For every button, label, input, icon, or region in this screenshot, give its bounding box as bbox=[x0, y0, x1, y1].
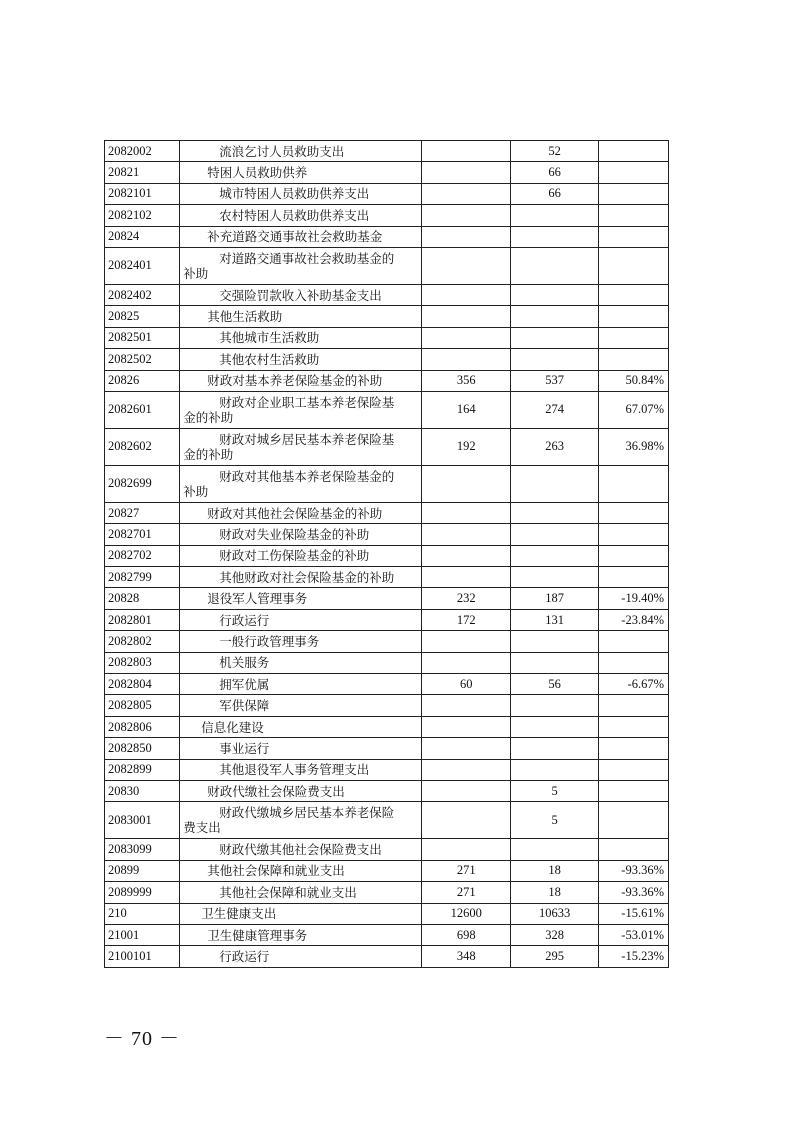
value1-cell bbox=[422, 141, 511, 162]
table-row bbox=[105, 545, 669, 566]
table-row bbox=[105, 205, 669, 226]
value1-cell bbox=[422, 306, 511, 327]
percent-cell bbox=[598, 183, 668, 204]
code-cell: 2082806 bbox=[105, 716, 180, 737]
percent-cell bbox=[598, 226, 668, 247]
table-row bbox=[105, 738, 669, 759]
code-cell: 2082102 bbox=[105, 205, 180, 226]
table-row bbox=[105, 588, 669, 609]
table-row bbox=[105, 839, 669, 860]
value2-cell: 5 bbox=[511, 802, 598, 839]
value1-cell bbox=[422, 567, 511, 588]
percent-cell bbox=[598, 780, 668, 801]
code-cell: 2082702 bbox=[105, 545, 180, 566]
value1-cell bbox=[422, 284, 511, 305]
table-row bbox=[105, 652, 669, 673]
percent-cell: -23.84% bbox=[598, 609, 668, 630]
percent-cell bbox=[598, 802, 668, 839]
table-row bbox=[105, 162, 669, 183]
value2-cell bbox=[511, 839, 598, 860]
percent-cell bbox=[598, 502, 668, 523]
code-cell: 21001 bbox=[105, 924, 180, 945]
code-cell: 20826 bbox=[105, 370, 180, 391]
percent-cell: 36.98% bbox=[598, 428, 668, 465]
name-cell bbox=[180, 391, 422, 428]
code-cell: 20824 bbox=[105, 226, 180, 247]
value1-cell bbox=[422, 631, 511, 652]
value2-cell bbox=[511, 524, 598, 545]
percent-cell bbox=[598, 524, 668, 545]
code-cell: 2100101 bbox=[105, 946, 180, 967]
name-cell: 城市特困人员救助供养支出 bbox=[180, 183, 422, 204]
value2-cell bbox=[511, 284, 598, 305]
code-cell: 2082699 bbox=[105, 465, 180, 502]
value1-cell bbox=[422, 716, 511, 737]
value1-cell: 271 bbox=[422, 882, 511, 903]
code-cell: 20899 bbox=[105, 860, 180, 881]
value2-cell bbox=[511, 306, 598, 327]
code-cell: 2082850 bbox=[105, 738, 180, 759]
name-cell: 其他生活救助 bbox=[180, 306, 422, 327]
value1-cell: 60 bbox=[422, 674, 511, 695]
value2-cell bbox=[511, 465, 598, 502]
percent-cell: -15.23% bbox=[598, 946, 668, 967]
percent-cell: -53.01% bbox=[598, 924, 668, 945]
name-cell: 交强险罚款收入补助基金支出 bbox=[180, 284, 422, 305]
table-row bbox=[105, 370, 669, 391]
code-cell: 2082402 bbox=[105, 284, 180, 305]
name-cell: 拥军优属 bbox=[180, 674, 422, 695]
value1-cell bbox=[422, 759, 511, 780]
name-cell: 财政对基本养老保险基金的补助 bbox=[180, 370, 422, 391]
name-cell: 农村特困人员救助供养支出 bbox=[180, 205, 422, 226]
name-cell: 行政运行 bbox=[180, 946, 422, 967]
percent-cell: 67.07% bbox=[598, 391, 668, 428]
name-line-2: 补助 bbox=[183, 265, 209, 281]
code-cell: 20825 bbox=[105, 306, 180, 327]
percent-cell: -93.36% bbox=[598, 860, 668, 881]
percent-cell bbox=[598, 141, 668, 162]
table-row bbox=[105, 882, 669, 903]
name-line-1: 财政代缴城乡居民基本养老保险 bbox=[219, 805, 395, 821]
name-line-2: 费支出 bbox=[183, 820, 221, 836]
table-row bbox=[105, 465, 669, 502]
value1-cell: 172 bbox=[422, 609, 511, 630]
value1-cell bbox=[422, 205, 511, 226]
name-cell: 机关服务 bbox=[180, 652, 422, 673]
table-row bbox=[105, 502, 669, 523]
table-row bbox=[105, 247, 669, 284]
value2-cell: 18 bbox=[511, 882, 598, 903]
value1-cell bbox=[422, 349, 511, 370]
value1-cell: 698 bbox=[422, 924, 511, 945]
code-cell: 210 bbox=[105, 903, 180, 924]
value1-cell bbox=[422, 183, 511, 204]
name-line-1: 财政对城乡居民基本养老保险基 bbox=[219, 431, 395, 447]
value2-cell bbox=[511, 695, 598, 716]
value2-cell bbox=[511, 759, 598, 780]
name-cell: 卫生健康管理事务 bbox=[180, 924, 422, 945]
value2-cell: 274 bbox=[511, 391, 598, 428]
code-cell: 2082802 bbox=[105, 631, 180, 652]
code-cell: 2082501 bbox=[105, 327, 180, 348]
table-row bbox=[105, 327, 669, 348]
value2-cell bbox=[511, 247, 598, 284]
name-line-1: 财政对其他基本养老保险基金的 bbox=[219, 468, 395, 484]
code-cell: 2082804 bbox=[105, 674, 180, 695]
name-cell: 其他财政对社会保险基金的补助 bbox=[180, 567, 422, 588]
percent-cell bbox=[598, 567, 668, 588]
value2-cell: 10633 bbox=[511, 903, 598, 924]
code-cell: 2082899 bbox=[105, 759, 180, 780]
value2-cell bbox=[511, 545, 598, 566]
value2-cell bbox=[511, 226, 598, 247]
code-cell: 2082101 bbox=[105, 183, 180, 204]
name-cell: 卫生健康支出 bbox=[180, 903, 422, 924]
table-row bbox=[105, 567, 669, 588]
table-row bbox=[105, 284, 669, 305]
name-line-2: 金的补助 bbox=[183, 446, 234, 462]
value2-cell: 295 bbox=[511, 946, 598, 967]
name-cell: 财政对失业保险基金的补助 bbox=[180, 524, 422, 545]
code-cell: 20821 bbox=[105, 162, 180, 183]
value2-cell bbox=[511, 738, 598, 759]
code-cell: 2082701 bbox=[105, 524, 180, 545]
percent-cell bbox=[598, 759, 668, 780]
code-cell: 2083099 bbox=[105, 839, 180, 860]
percent-cell bbox=[598, 205, 668, 226]
percent-cell bbox=[598, 247, 668, 284]
value2-cell: 328 bbox=[511, 924, 598, 945]
value1-cell: 164 bbox=[422, 391, 511, 428]
value2-cell: 66 bbox=[511, 162, 598, 183]
value1-cell bbox=[422, 738, 511, 759]
name-cell: 信息化建设 bbox=[180, 716, 422, 737]
value1-cell: 12600 bbox=[422, 903, 511, 924]
name-cell: 行政运行 bbox=[180, 609, 422, 630]
value2-cell bbox=[511, 716, 598, 737]
value2-cell bbox=[511, 631, 598, 652]
table-row bbox=[105, 226, 669, 247]
code-cell: 2082805 bbox=[105, 695, 180, 716]
table-row bbox=[105, 802, 669, 839]
value1-cell bbox=[422, 545, 511, 566]
value1-cell bbox=[422, 652, 511, 673]
code-cell: 2083001 bbox=[105, 802, 180, 839]
percent-cell bbox=[598, 327, 668, 348]
value1-cell: 232 bbox=[422, 588, 511, 609]
value2-cell bbox=[511, 502, 598, 523]
code-cell: 20828 bbox=[105, 588, 180, 609]
value1-cell: 271 bbox=[422, 860, 511, 881]
name-cell: 补充道路交通事故社会救助基金 bbox=[180, 226, 422, 247]
percent-cell bbox=[598, 284, 668, 305]
table-row bbox=[105, 306, 669, 327]
percent-cell bbox=[598, 631, 668, 652]
name-cell: 财政对工伤保险基金的补助 bbox=[180, 545, 422, 566]
value2-cell: 56 bbox=[511, 674, 598, 695]
name-cell bbox=[180, 465, 422, 502]
percent-cell: -6.67% bbox=[598, 674, 668, 695]
table-row bbox=[105, 674, 669, 695]
value1-cell bbox=[422, 524, 511, 545]
value2-cell bbox=[511, 327, 598, 348]
percent-cell bbox=[598, 465, 668, 502]
percent-cell bbox=[598, 839, 668, 860]
name-line-2: 金的补助 bbox=[183, 409, 234, 425]
value2-cell: 52 bbox=[511, 141, 598, 162]
table-row bbox=[105, 716, 669, 737]
name-cell: 一般行政管理事务 bbox=[180, 631, 422, 652]
percent-cell bbox=[598, 716, 668, 737]
table-row bbox=[105, 903, 669, 924]
name-line-2: 补助 bbox=[183, 483, 209, 499]
table-row bbox=[105, 141, 669, 162]
value2-cell bbox=[511, 567, 598, 588]
percent-cell bbox=[598, 545, 668, 566]
value1-cell: 348 bbox=[422, 946, 511, 967]
name-cell: 财政对其他社会保险基金的补助 bbox=[180, 502, 422, 523]
name-cell bbox=[180, 802, 422, 839]
code-cell: 20830 bbox=[105, 780, 180, 801]
percent-cell: 50.84% bbox=[598, 370, 668, 391]
percent-cell bbox=[598, 738, 668, 759]
table-row bbox=[105, 391, 669, 428]
percent-cell bbox=[598, 162, 668, 183]
value1-cell: 192 bbox=[422, 428, 511, 465]
percent-cell: -19.40% bbox=[598, 588, 668, 609]
table-row bbox=[105, 631, 669, 652]
code-cell: 2082799 bbox=[105, 567, 180, 588]
value2-cell: 187 bbox=[511, 588, 598, 609]
code-cell: 20827 bbox=[105, 502, 180, 523]
value2-cell bbox=[511, 652, 598, 673]
table-row bbox=[105, 695, 669, 716]
value1-cell bbox=[422, 162, 511, 183]
table-row bbox=[105, 780, 669, 801]
code-cell: 2082602 bbox=[105, 428, 180, 465]
value1-cell bbox=[422, 802, 511, 839]
page-number: － 70 － bbox=[104, 1028, 180, 1050]
table-row bbox=[105, 428, 669, 465]
value2-cell: 263 bbox=[511, 428, 598, 465]
name-cell: 其他社会保障和就业支出 bbox=[180, 882, 422, 903]
name-cell: 流浪乞讨人员救助支出 bbox=[180, 141, 422, 162]
percent-cell: -15.61% bbox=[598, 903, 668, 924]
code-cell: 2082401 bbox=[105, 247, 180, 284]
value1-cell bbox=[422, 780, 511, 801]
code-cell: 2082002 bbox=[105, 141, 180, 162]
code-cell: 2082601 bbox=[105, 391, 180, 428]
percent-cell: -93.36% bbox=[598, 882, 668, 903]
table-row bbox=[105, 759, 669, 780]
code-cell: 2082801 bbox=[105, 609, 180, 630]
value2-cell: 18 bbox=[511, 860, 598, 881]
value1-cell bbox=[422, 226, 511, 247]
value2-cell bbox=[511, 205, 598, 226]
percent-cell bbox=[598, 306, 668, 327]
value1-cell bbox=[422, 839, 511, 860]
table-row bbox=[105, 860, 669, 881]
table-row bbox=[105, 524, 669, 545]
name-line-1: 对道路交通事故社会救助基金的 bbox=[219, 250, 395, 266]
name-cell: 事业运行 bbox=[180, 738, 422, 759]
table-row bbox=[105, 924, 669, 945]
name-cell: 军供保障 bbox=[180, 695, 422, 716]
value1-cell: 356 bbox=[422, 370, 511, 391]
code-cell: 2089999 bbox=[105, 882, 180, 903]
value2-cell: 66 bbox=[511, 183, 598, 204]
table-row bbox=[105, 349, 669, 370]
name-cell: 其他城市生活救助 bbox=[180, 327, 422, 348]
value2-cell: 5 bbox=[511, 780, 598, 801]
name-cell: 其他社会保障和就业支出 bbox=[180, 860, 422, 881]
value2-cell bbox=[511, 349, 598, 370]
value2-cell: 537 bbox=[511, 370, 598, 391]
name-cell bbox=[180, 428, 422, 465]
name-cell: 其他退役军人事务管理支出 bbox=[180, 759, 422, 780]
table-row bbox=[105, 609, 669, 630]
value1-cell bbox=[422, 695, 511, 716]
value1-cell bbox=[422, 327, 511, 348]
name-cell: 特困人员救助供养 bbox=[180, 162, 422, 183]
percent-cell bbox=[598, 695, 668, 716]
value1-cell bbox=[422, 502, 511, 523]
value1-cell bbox=[422, 465, 511, 502]
code-cell: 2082502 bbox=[105, 349, 180, 370]
budget-table bbox=[104, 140, 669, 968]
value1-cell bbox=[422, 247, 511, 284]
code-cell: 2082803 bbox=[105, 652, 180, 673]
name-cell: 财政代缴社会保险费支出 bbox=[180, 780, 422, 801]
name-cell: 退役军人管理事务 bbox=[180, 588, 422, 609]
name-cell: 财政代缴其他社会保险费支出 bbox=[180, 839, 422, 860]
table-row bbox=[105, 946, 669, 967]
name-cell: 其他农村生活救助 bbox=[180, 349, 422, 370]
name-line-1: 财政对企业职工基本养老保险基 bbox=[219, 394, 395, 410]
name-cell bbox=[180, 247, 422, 284]
percent-cell bbox=[598, 652, 668, 673]
percent-cell bbox=[598, 349, 668, 370]
value2-cell: 131 bbox=[511, 609, 598, 630]
table-row bbox=[105, 183, 669, 204]
